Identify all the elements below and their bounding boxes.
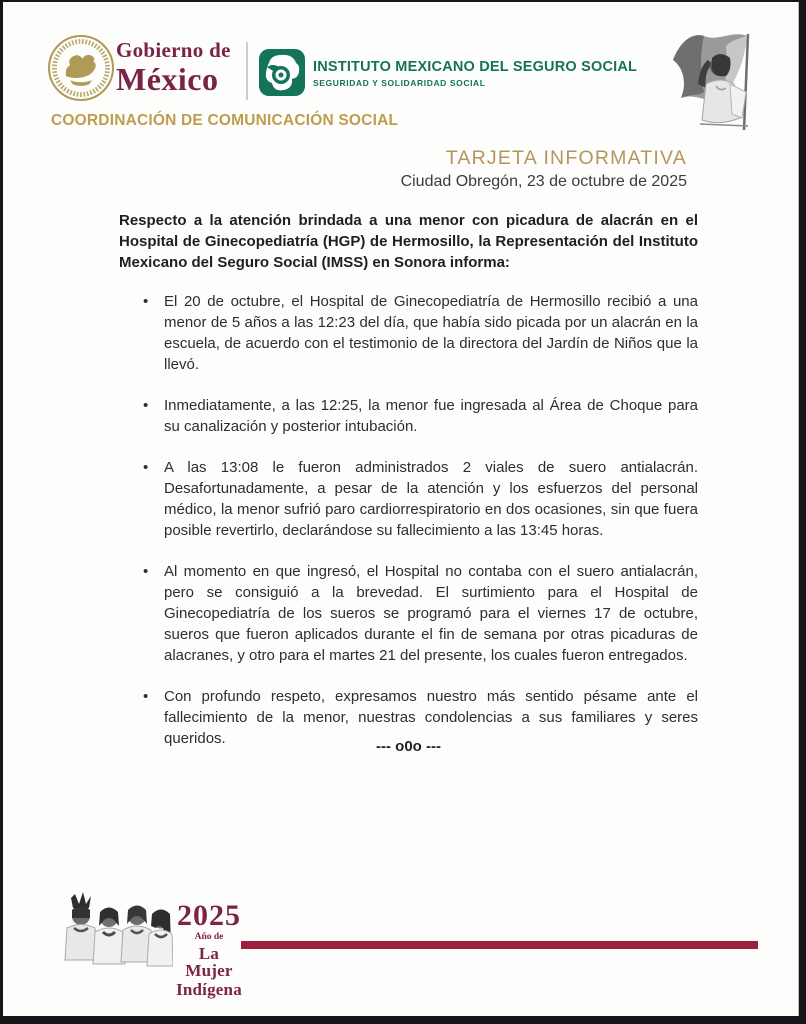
header-divider [246, 42, 248, 100]
campaign-caption: Año de [194, 932, 224, 942]
bullet-list [143, 291, 698, 769]
campaign-year: 2025 [177, 899, 241, 932]
gobierno-line1: Gobierno de [116, 38, 231, 62]
bullet-item: • Al momento en que ingresó, el Hospital no contaba con el suero antialacrán, pero se consiguió a la brevedad. El surtimiento para el Hospital de Ginecopediatría de los sueros se programó para el viernes 17 de octubre, sueros que fueron aplicados durante el fin de semana por otras picaduras de alacranes, y otro para el martes 21 del presente, los cuales fueron entregados. [143, 561, 698, 666]
imss-subtitle: SEGURIDAD Y SOLIDARIDAD SOCIAL [313, 78, 486, 88]
woman-with-flag-image [656, 26, 778, 139]
indigenous-women-image [59, 888, 173, 988]
bullet-item: • Con profundo respeto, expresamos nuestro más sentido pésame ante el fallecimiento de la menor, nuestras condolencias a sus familiares y seres queridos. [143, 686, 698, 749]
imss-title: INSTITUTO MEXICANO DEL SEGURO SOCIAL [313, 59, 638, 75]
document-page [3, 2, 799, 1016]
bullet-item: • A las 13:08 le fueron administrados 2 viales de suero antialacrán. Desafortunadamente, a pesar de la atención y los esfuerzos del personal médico, la menor sufrió paro cardiorrespiratorio en dos ocasiones, sin que fuera posible revertirlo, declarándose su fallecimiento a las 13:45 horas. [143, 457, 698, 541]
bullet-item: • El 20 de octubre, el Hospital de Ginecopediatría de Hermosillo recibió a una menor de 5 años a las 12:23 del día, que había sido picada por un alacrán en la escuela, de acuerdo con el testimonio de la directora del Jardín de Niños que la llevó. [143, 291, 698, 375]
document-type-title: TARJETA INFORMATIVA [445, 147, 687, 169]
dateline: Ciudad Obregón, 23 de octubre de 2025 [400, 173, 687, 190]
gobierno-de-mexico-wordmark [116, 40, 231, 95]
campaign-line2: Indígena [176, 979, 242, 999]
footer-accent-line [241, 941, 758, 949]
mexico-eagle-seal-icon [47, 32, 115, 104]
imss-name-block [313, 59, 637, 88]
bullet-item: • Inmediatamente, a las 12:25, la menor fue ingresada al Área de Choque para su canalización y posterior intubación. [143, 395, 698, 437]
campaign-lockup [174, 901, 244, 998]
closing-mark: --- o0o --- [376, 738, 441, 755]
imss-logo-icon [259, 49, 305, 96]
campaign-line1: La Mujer [185, 943, 233, 980]
intro-paragraph: Respecto a la atención brindada a una menor con picadura de alacrán en el Hospital de Ginecopediatría (HGP) de Hermosillo, la Representación del Instituto Mexicano del Seguro Social (IMSS) en Sonora informa: [119, 212, 698, 271]
coordinacion-heading: COORDINACIÓN DE COMUNICACIÓN SOCIAL [51, 112, 399, 129]
gobierno-line2: México [116, 61, 219, 97]
